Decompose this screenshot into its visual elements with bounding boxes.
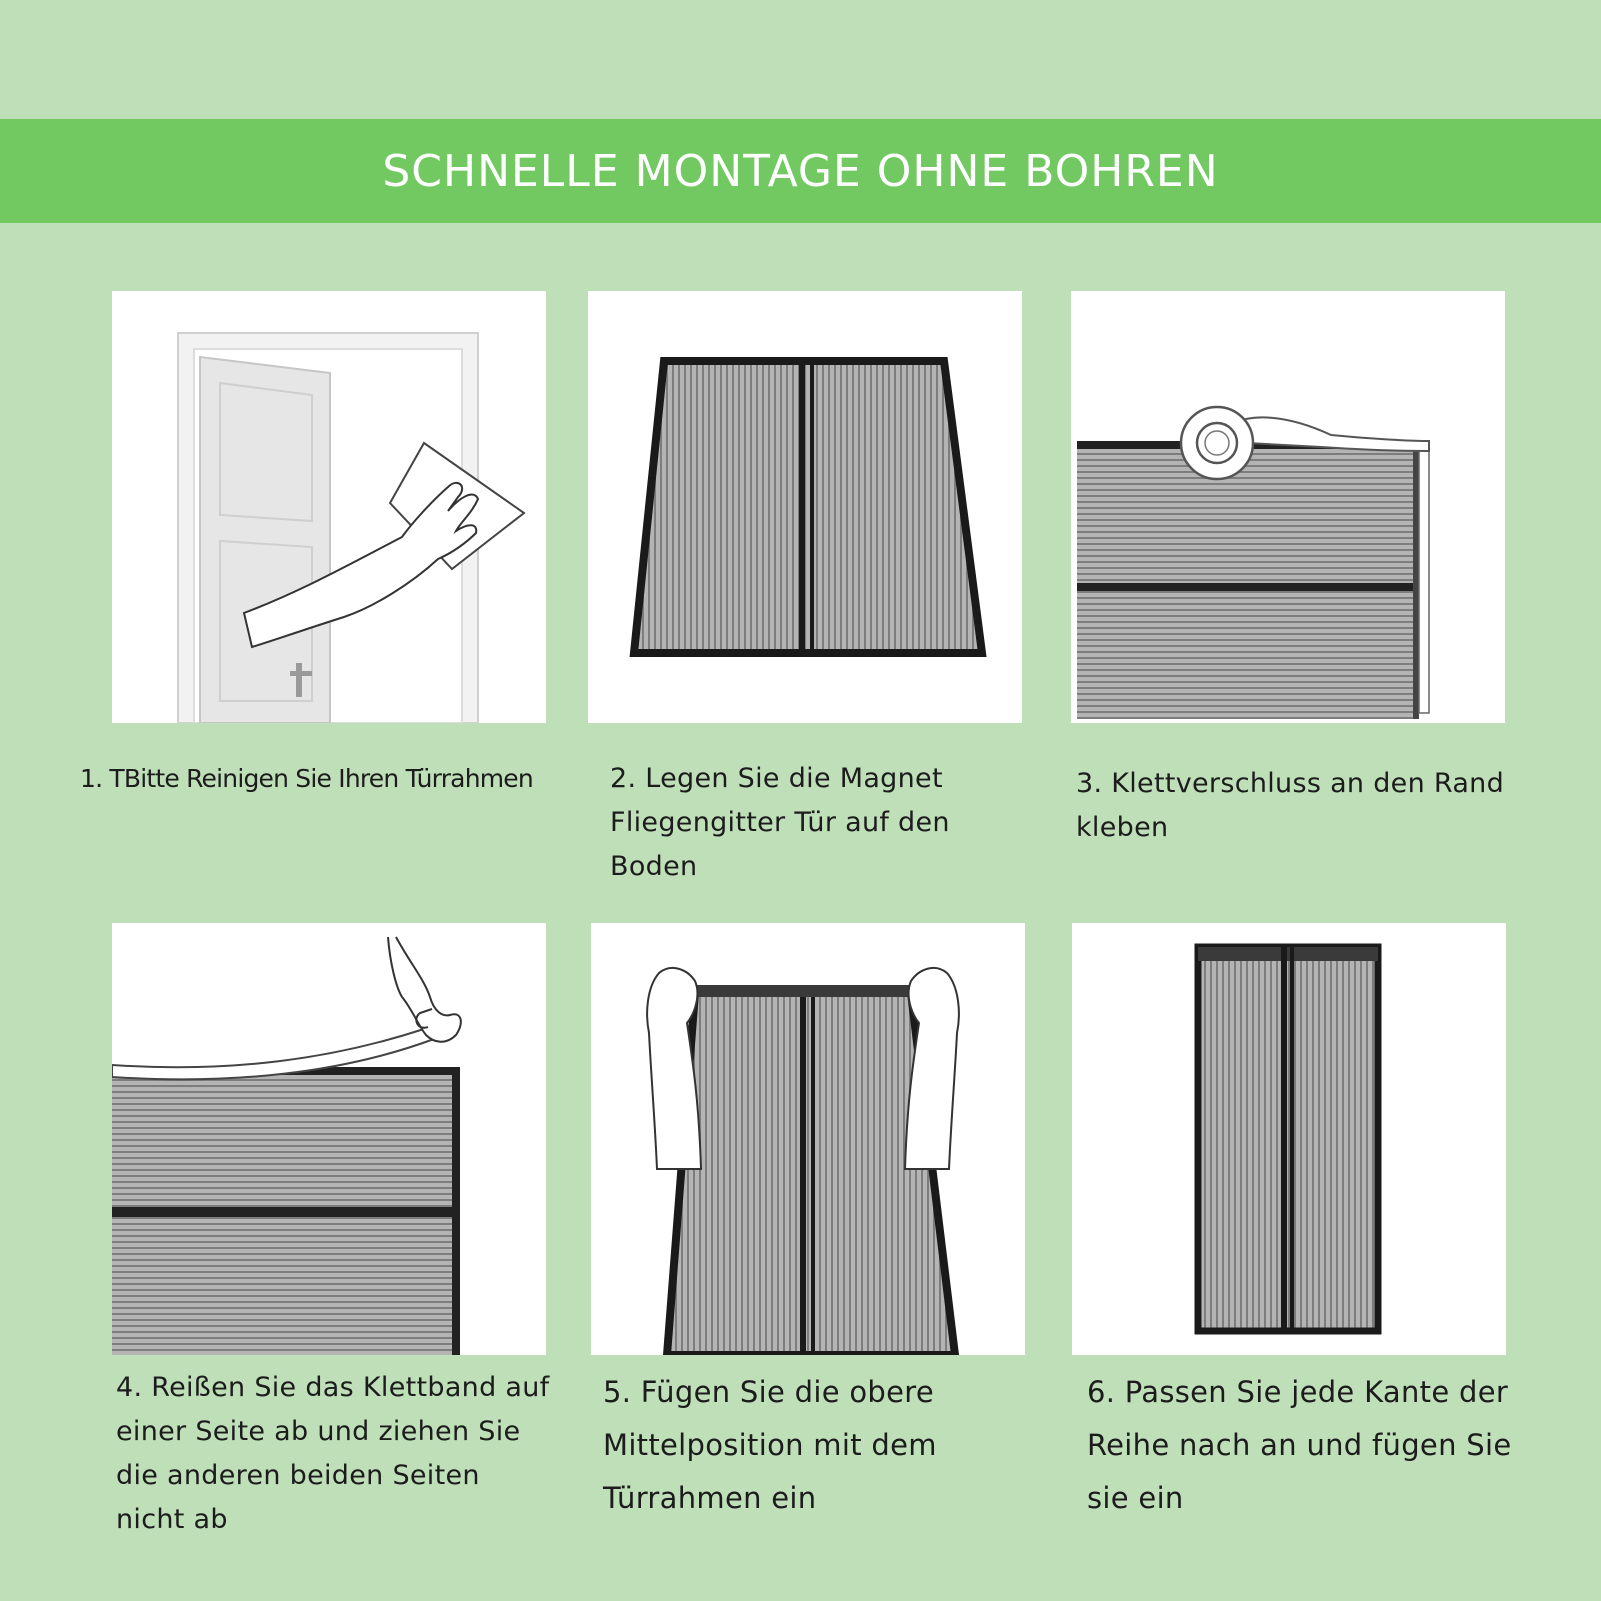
finished-screen-icon	[1072, 923, 1506, 1355]
header-banner	[0, 119, 1601, 223]
step-2-illustration	[588, 291, 1022, 723]
page-title: SCHNELLE MONTAGE OHNE BOHREN	[382, 145, 1219, 197]
step-2-caption: 2. Legen Sie die Magnet Fliegengitter Tür auf den Boden	[610, 763, 950, 882]
velcro-tape-icon	[1071, 291, 1505, 723]
step-5-caption: 5. Fügen Sie die obere Mittelposition mit dem Türrahmen ein	[603, 1375, 937, 1515]
step-4-caption: 4. Reißen Sie das Klettband auf einer Seite ab und ziehen Sie die anderen beiden Seiten nicht ab	[116, 1372, 550, 1535]
step-5-illustration	[591, 923, 1025, 1355]
step-3-caption: 3. Klettverschluss an den Rand kleben	[1076, 768, 1505, 843]
screen-on-floor-icon	[588, 291, 1022, 723]
step-6-illustration	[1072, 923, 1506, 1355]
step-1-illustration	[112, 291, 546, 723]
step-6-caption: 6. Passen Sie jede Kante der Reihe nach an und fügen Sie sie ein	[1087, 1375, 1512, 1515]
peel-tape-icon	[112, 923, 546, 1355]
hang-screen-icon	[591, 923, 1025, 1355]
door-cleaning-icon	[112, 291, 546, 723]
step-1-caption: 1. TBitte Reinigen Sie Ihren Türrahmen	[80, 764, 533, 793]
step-3-illustration	[1071, 291, 1505, 723]
step-4-illustration	[112, 923, 546, 1355]
